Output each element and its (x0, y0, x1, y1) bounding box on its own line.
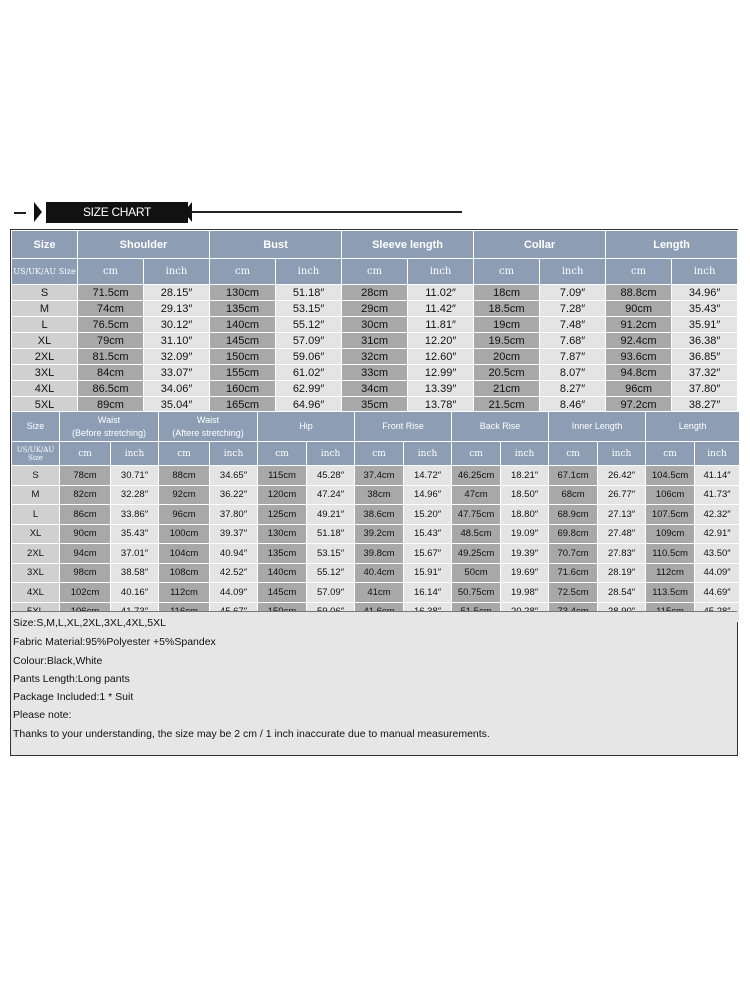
size-label: 3XL (12, 563, 60, 583)
inch-value: 42.32″ (695, 505, 740, 525)
size-label: M (12, 485, 60, 505)
banner-rule (191, 211, 462, 213)
inch-value: 37.01″ (111, 544, 159, 564)
inch-value: 7.87″ (540, 349, 606, 365)
inch-value: 26.77″ (598, 485, 646, 505)
measure-header-name: Back Rise (479, 421, 521, 431)
inch-value: 43.50″ (695, 544, 740, 564)
measure-header (258, 412, 355, 442)
cm-value: 160cm (210, 381, 276, 397)
inch-value: 51.18″ (276, 285, 342, 301)
measure-header: Sleeve length (342, 231, 474, 259)
unit-inch-label: inch (210, 442, 258, 466)
unit-cm-label: cm (549, 442, 598, 466)
cm-value: 130cm (210, 285, 276, 301)
cm-value: 90cm (60, 524, 111, 544)
inch-value: 14.72″ (404, 466, 452, 486)
size-label: L (12, 505, 60, 525)
unit-inch-label: inch (408, 259, 474, 285)
size-label: XL (12, 524, 60, 544)
inch-value: 37.80″ (210, 505, 258, 525)
inch-value: 33.86″ (111, 505, 159, 525)
inch-value: 28.19″ (598, 563, 646, 583)
unit-cm-label: cm (159, 442, 210, 466)
inch-value: 36.85″ (672, 349, 738, 365)
table-row (12, 583, 740, 603)
table-row (12, 563, 740, 583)
unit-cm-label: cm (646, 442, 695, 466)
cm-value: 92cm (159, 485, 210, 505)
inch-value: 36.22″ (210, 485, 258, 505)
cm-value: 93.6cm (606, 349, 672, 365)
size-label: S (12, 285, 78, 301)
banner-ribbon-left (34, 202, 42, 222)
cm-value: 145cm (210, 333, 276, 349)
cm-value: 69.8cm (549, 524, 598, 544)
inch-value: 53.15″ (307, 544, 355, 564)
cm-value: 41cm (355, 583, 404, 603)
inch-value: 28.54″ (598, 583, 646, 603)
cm-value: 104.5cm (646, 466, 695, 486)
table-row (12, 301, 738, 317)
cm-value: 98cm (60, 563, 111, 583)
inch-value: 27.83″ (598, 544, 646, 564)
bottom-size-table (11, 411, 740, 622)
cm-value: 91.2cm (606, 317, 672, 333)
inch-value: 64.96″ (276, 397, 342, 413)
inch-value: 35.91″ (672, 317, 738, 333)
unit-inch-label: inch (501, 442, 549, 466)
inch-value: 44.69″ (695, 583, 740, 603)
inch-value: 41.73″ (695, 485, 740, 505)
inch-value: 12.99″ (408, 365, 474, 381)
inch-value: 15.43″ (404, 524, 452, 544)
cm-value: 107.5cm (646, 505, 695, 525)
inch-value: 31.10″ (144, 333, 210, 349)
inch-value: 57.09″ (276, 333, 342, 349)
table-row (12, 365, 738, 381)
measure-header-name: Front Rise (382, 421, 424, 431)
size-label: XL (12, 333, 78, 349)
cm-value: 84cm (78, 365, 144, 381)
inch-value: 44.09″ (695, 563, 740, 583)
inch-value: 11.81″ (408, 317, 474, 333)
size-header: Size (12, 412, 60, 442)
cm-value: 35cm (342, 397, 408, 413)
inch-value: 15.67″ (404, 544, 452, 564)
size-chart-title: SIZE CHART (46, 202, 188, 223)
measure-header: Length (606, 231, 738, 259)
inch-value: 35.43″ (111, 524, 159, 544)
cm-value: 86cm (60, 505, 111, 525)
note-line: Colour:Black,White (13, 655, 103, 667)
inch-value: 35.04″ (144, 397, 210, 413)
cm-value: 50cm (452, 563, 501, 583)
inch-value: 29.13″ (144, 301, 210, 317)
size-label: 4XL (12, 381, 78, 397)
cm-value: 21.5cm (474, 397, 540, 413)
inch-value: 59.06″ (276, 349, 342, 365)
cm-value: 115cm (258, 466, 307, 486)
table-row (12, 333, 738, 349)
unit-inch-label: inch (672, 259, 738, 285)
cm-value: 38.6cm (355, 505, 404, 525)
inch-value: 14.96″ (404, 485, 452, 505)
cm-value: 29cm (342, 301, 408, 317)
cm-value: 113.5cm (646, 583, 695, 603)
cm-value: 37.4cm (355, 466, 404, 486)
unit-inch-label: inch (598, 442, 646, 466)
note-line: Please note: (13, 709, 72, 721)
inch-value: 57.09″ (307, 583, 355, 603)
cm-value: 50.75cm (452, 583, 501, 603)
note-line: Fabric Material:95%Polyester +5%Spandex (13, 636, 216, 648)
measure-header (549, 412, 646, 442)
measure-header-name: Hip (299, 421, 313, 431)
inch-value: 41.14″ (695, 466, 740, 486)
size-chart-frame (10, 229, 738, 756)
cm-value: 109cm (646, 524, 695, 544)
inch-value: 12.60″ (408, 349, 474, 365)
inch-value: 8.27″ (540, 381, 606, 397)
size-label: 2XL (12, 349, 78, 365)
inch-value: 37.80″ (672, 381, 738, 397)
cm-value: 33cm (342, 365, 408, 381)
inch-value: 47.24″ (307, 485, 355, 505)
inch-value: 35.43″ (672, 301, 738, 317)
measure-header-name: Length (678, 421, 707, 431)
cm-value: 155cm (210, 365, 276, 381)
measure-header: Collar (474, 231, 606, 259)
cm-value: 20cm (474, 349, 540, 365)
cm-value: 49.25cm (452, 544, 501, 564)
inch-value: 30.12″ (144, 317, 210, 333)
size-label: S (12, 466, 60, 486)
size-chart-banner (14, 200, 454, 228)
measure-header-note: (Aftere stretching) (172, 427, 244, 438)
inch-value: 49.21″ (307, 505, 355, 525)
unit-cm-label: cm (474, 259, 540, 285)
table-row (12, 505, 740, 525)
inch-value: 19.39″ (501, 544, 549, 564)
inch-value: 8.46″ (540, 397, 606, 413)
cm-value: 88cm (159, 466, 210, 486)
unit-cm-label: cm (355, 442, 404, 466)
inch-value: 11.42″ (408, 301, 474, 317)
cm-value: 38cm (355, 485, 404, 505)
cm-value: 39.2cm (355, 524, 404, 544)
size-label: 2XL (12, 544, 60, 564)
cm-value: 112cm (159, 583, 210, 603)
cm-value: 94cm (60, 544, 111, 564)
inch-value: 19.69″ (501, 563, 549, 583)
cm-value: 48.5cm (452, 524, 501, 544)
inch-value: 62.99″ (276, 381, 342, 397)
unit-inch-label: inch (404, 442, 452, 466)
cm-value: 104cm (159, 544, 210, 564)
cm-value: 79cm (78, 333, 144, 349)
unit-inch-label: inch (144, 259, 210, 285)
cm-value: 76.5cm (78, 317, 144, 333)
inch-value: 7.09″ (540, 285, 606, 301)
size-label: L (12, 317, 78, 333)
inch-value: 7.48″ (540, 317, 606, 333)
inch-value: 18.50″ (501, 485, 549, 505)
cm-value: 70.7cm (549, 544, 598, 564)
cm-value: 140cm (210, 317, 276, 333)
inch-value: 13.78″ (408, 397, 474, 413)
measure-header: Bust (210, 231, 342, 259)
inch-value: 27.48″ (598, 524, 646, 544)
unit-inch-label: inch (307, 442, 355, 466)
inch-value: 44.09″ (210, 583, 258, 603)
cm-value: 110.5cm (646, 544, 695, 564)
cm-value: 145cm (258, 583, 307, 603)
inch-value: 55.12″ (307, 563, 355, 583)
inch-value: 32.09″ (144, 349, 210, 365)
cm-value: 47cm (452, 485, 501, 505)
size-label: 3XL (12, 365, 78, 381)
inch-value: 19.09″ (501, 524, 549, 544)
size-label: 4XL (12, 583, 60, 603)
inch-value: 30.71″ (111, 466, 159, 486)
size-region-label: US/UK/AU Size (12, 442, 60, 466)
inch-value: 51.18″ (307, 524, 355, 544)
inch-value: 42.52″ (210, 563, 258, 583)
measure-header (60, 412, 159, 442)
cm-value: 46.25cm (452, 466, 501, 486)
inch-value: 7.68″ (540, 333, 606, 349)
unit-cm-label: cm (210, 259, 276, 285)
inch-value: 26.42″ (598, 466, 646, 486)
inch-value: 18.21″ (501, 466, 549, 486)
unit-cm-label: cm (258, 442, 307, 466)
unit-inch-label: inch (111, 442, 159, 466)
inch-value: 32.28″ (111, 485, 159, 505)
measure-header-name: Inner Length (571, 421, 623, 431)
measure-header (159, 412, 258, 442)
measure-header-name: Waist (196, 414, 220, 425)
cm-value: 19.5cm (474, 333, 540, 349)
inch-value: 40.16″ (111, 583, 159, 603)
measure-header (355, 412, 452, 442)
cm-value: 102cm (60, 583, 111, 603)
inch-value: 8.07″ (540, 365, 606, 381)
inch-value: 39.37″ (210, 524, 258, 544)
top-size-table (11, 230, 738, 413)
cm-value: 68.9cm (549, 505, 598, 525)
cm-value: 88.8cm (606, 285, 672, 301)
size-label: 5XL (12, 397, 78, 413)
inch-value: 38.58″ (111, 563, 159, 583)
cm-value: 30cm (342, 317, 408, 333)
inch-value: 42.91″ (695, 524, 740, 544)
size-region-label: US/UK/AU Size (12, 259, 78, 285)
cm-value: 31cm (342, 333, 408, 349)
table-row (12, 381, 738, 397)
inch-value: 61.02″ (276, 365, 342, 381)
cm-value: 86.5cm (78, 381, 144, 397)
inch-value: 15.91″ (404, 563, 452, 583)
table-row (12, 524, 740, 544)
inch-value: 37.32″ (672, 365, 738, 381)
table-row (12, 544, 740, 564)
unit-inch-label: inch (695, 442, 740, 466)
cm-value: 89cm (78, 397, 144, 413)
cm-value: 72.5cm (549, 583, 598, 603)
inch-value: 33.07″ (144, 365, 210, 381)
cm-value: 94.8cm (606, 365, 672, 381)
inch-value: 7.28″ (540, 301, 606, 317)
inch-value: 27.13″ (598, 505, 646, 525)
cm-value: 74cm (78, 301, 144, 317)
cm-value: 140cm (258, 563, 307, 583)
inch-value: 34.65″ (210, 466, 258, 486)
inch-value: 15.20″ (404, 505, 452, 525)
cm-value: 34cm (342, 381, 408, 397)
table-row (12, 466, 740, 486)
cm-value: 108cm (159, 563, 210, 583)
inch-value: 45.28″ (307, 466, 355, 486)
inch-value: 16.14″ (404, 583, 452, 603)
cm-value: 39.8cm (355, 544, 404, 564)
cm-value: 106cm (646, 485, 695, 505)
table-row (12, 485, 740, 505)
cm-value: 21cm (474, 381, 540, 397)
cm-value: 82cm (60, 485, 111, 505)
inch-value: 34.06″ (144, 381, 210, 397)
cm-value: 96cm (159, 505, 210, 525)
measure-header (646, 412, 740, 442)
measure-header-note: (Before stretching) (71, 427, 147, 438)
cm-value: 130cm (258, 524, 307, 544)
cm-value: 125cm (258, 505, 307, 525)
unit-cm-label: cm (606, 259, 672, 285)
cm-value: 18.5cm (474, 301, 540, 317)
cm-value: 68cm (549, 485, 598, 505)
measure-header-name: Waist (97, 414, 121, 425)
size-label: M (12, 301, 78, 317)
cm-value: 97.2cm (606, 397, 672, 413)
cm-value: 71.6cm (549, 563, 598, 583)
note-line: Size:S,M,L,XL,2XL,3XL,4XL,5XL (13, 617, 166, 629)
cm-value: 28cm (342, 285, 408, 301)
inch-value: 13.39″ (408, 381, 474, 397)
cm-value: 150cm (210, 349, 276, 365)
size-header: Size (12, 231, 78, 259)
unit-inch-label: inch (540, 259, 606, 285)
note-line: Thanks to your understanding, the size may be 2 cm / 1 inch inaccurate due to manual measurements. (13, 728, 490, 740)
cm-value: 19cm (474, 317, 540, 333)
inch-value: 34.96″ (672, 285, 738, 301)
measure-header (452, 412, 549, 442)
inch-value: 19.98″ (501, 583, 549, 603)
note-line: Pants Length:Long pants (13, 673, 130, 685)
cm-value: 96cm (606, 381, 672, 397)
inch-value: 53.15″ (276, 301, 342, 317)
cm-value: 71.5cm (78, 285, 144, 301)
table-row (12, 285, 738, 301)
inch-value: 36.38″ (672, 333, 738, 349)
cm-value: 92.4cm (606, 333, 672, 349)
cm-value: 18cm (474, 285, 540, 301)
cm-value: 135cm (258, 544, 307, 564)
cm-value: 135cm (210, 301, 276, 317)
inch-value: 38.27″ (672, 397, 738, 413)
cm-value: 78cm (60, 466, 111, 486)
note-line: Package Included:1 * Suit (13, 691, 134, 703)
cm-value: 100cm (159, 524, 210, 544)
cm-value: 67.1cm (549, 466, 598, 486)
unit-cm-label: cm (342, 259, 408, 285)
inch-value: 28.15″ (144, 285, 210, 301)
unit-inch-label: inch (276, 259, 342, 285)
inch-value: 18.80″ (501, 505, 549, 525)
inch-value: 12.20″ (408, 333, 474, 349)
cm-value: 90cm (606, 301, 672, 317)
banner-dash (14, 212, 26, 214)
cm-value: 81.5cm (78, 349, 144, 365)
cm-value: 40.4cm (355, 563, 404, 583)
product-notes (11, 611, 737, 755)
unit-cm-label: cm (60, 442, 111, 466)
cm-value: 120cm (258, 485, 307, 505)
cm-value: 112cm (646, 563, 695, 583)
measure-header: Shoulder (78, 231, 210, 259)
inch-value: 55.12″ (276, 317, 342, 333)
cm-value: 165cm (210, 397, 276, 413)
unit-cm-label: cm (78, 259, 144, 285)
cm-value: 47.75cm (452, 505, 501, 525)
inch-value: 40.94″ (210, 544, 258, 564)
cm-value: 32cm (342, 349, 408, 365)
table-row (12, 349, 738, 365)
table-row (12, 317, 738, 333)
cm-value: 20.5cm (474, 365, 540, 381)
unit-cm-label: cm (452, 442, 501, 466)
inch-value: 11.02″ (408, 285, 474, 301)
